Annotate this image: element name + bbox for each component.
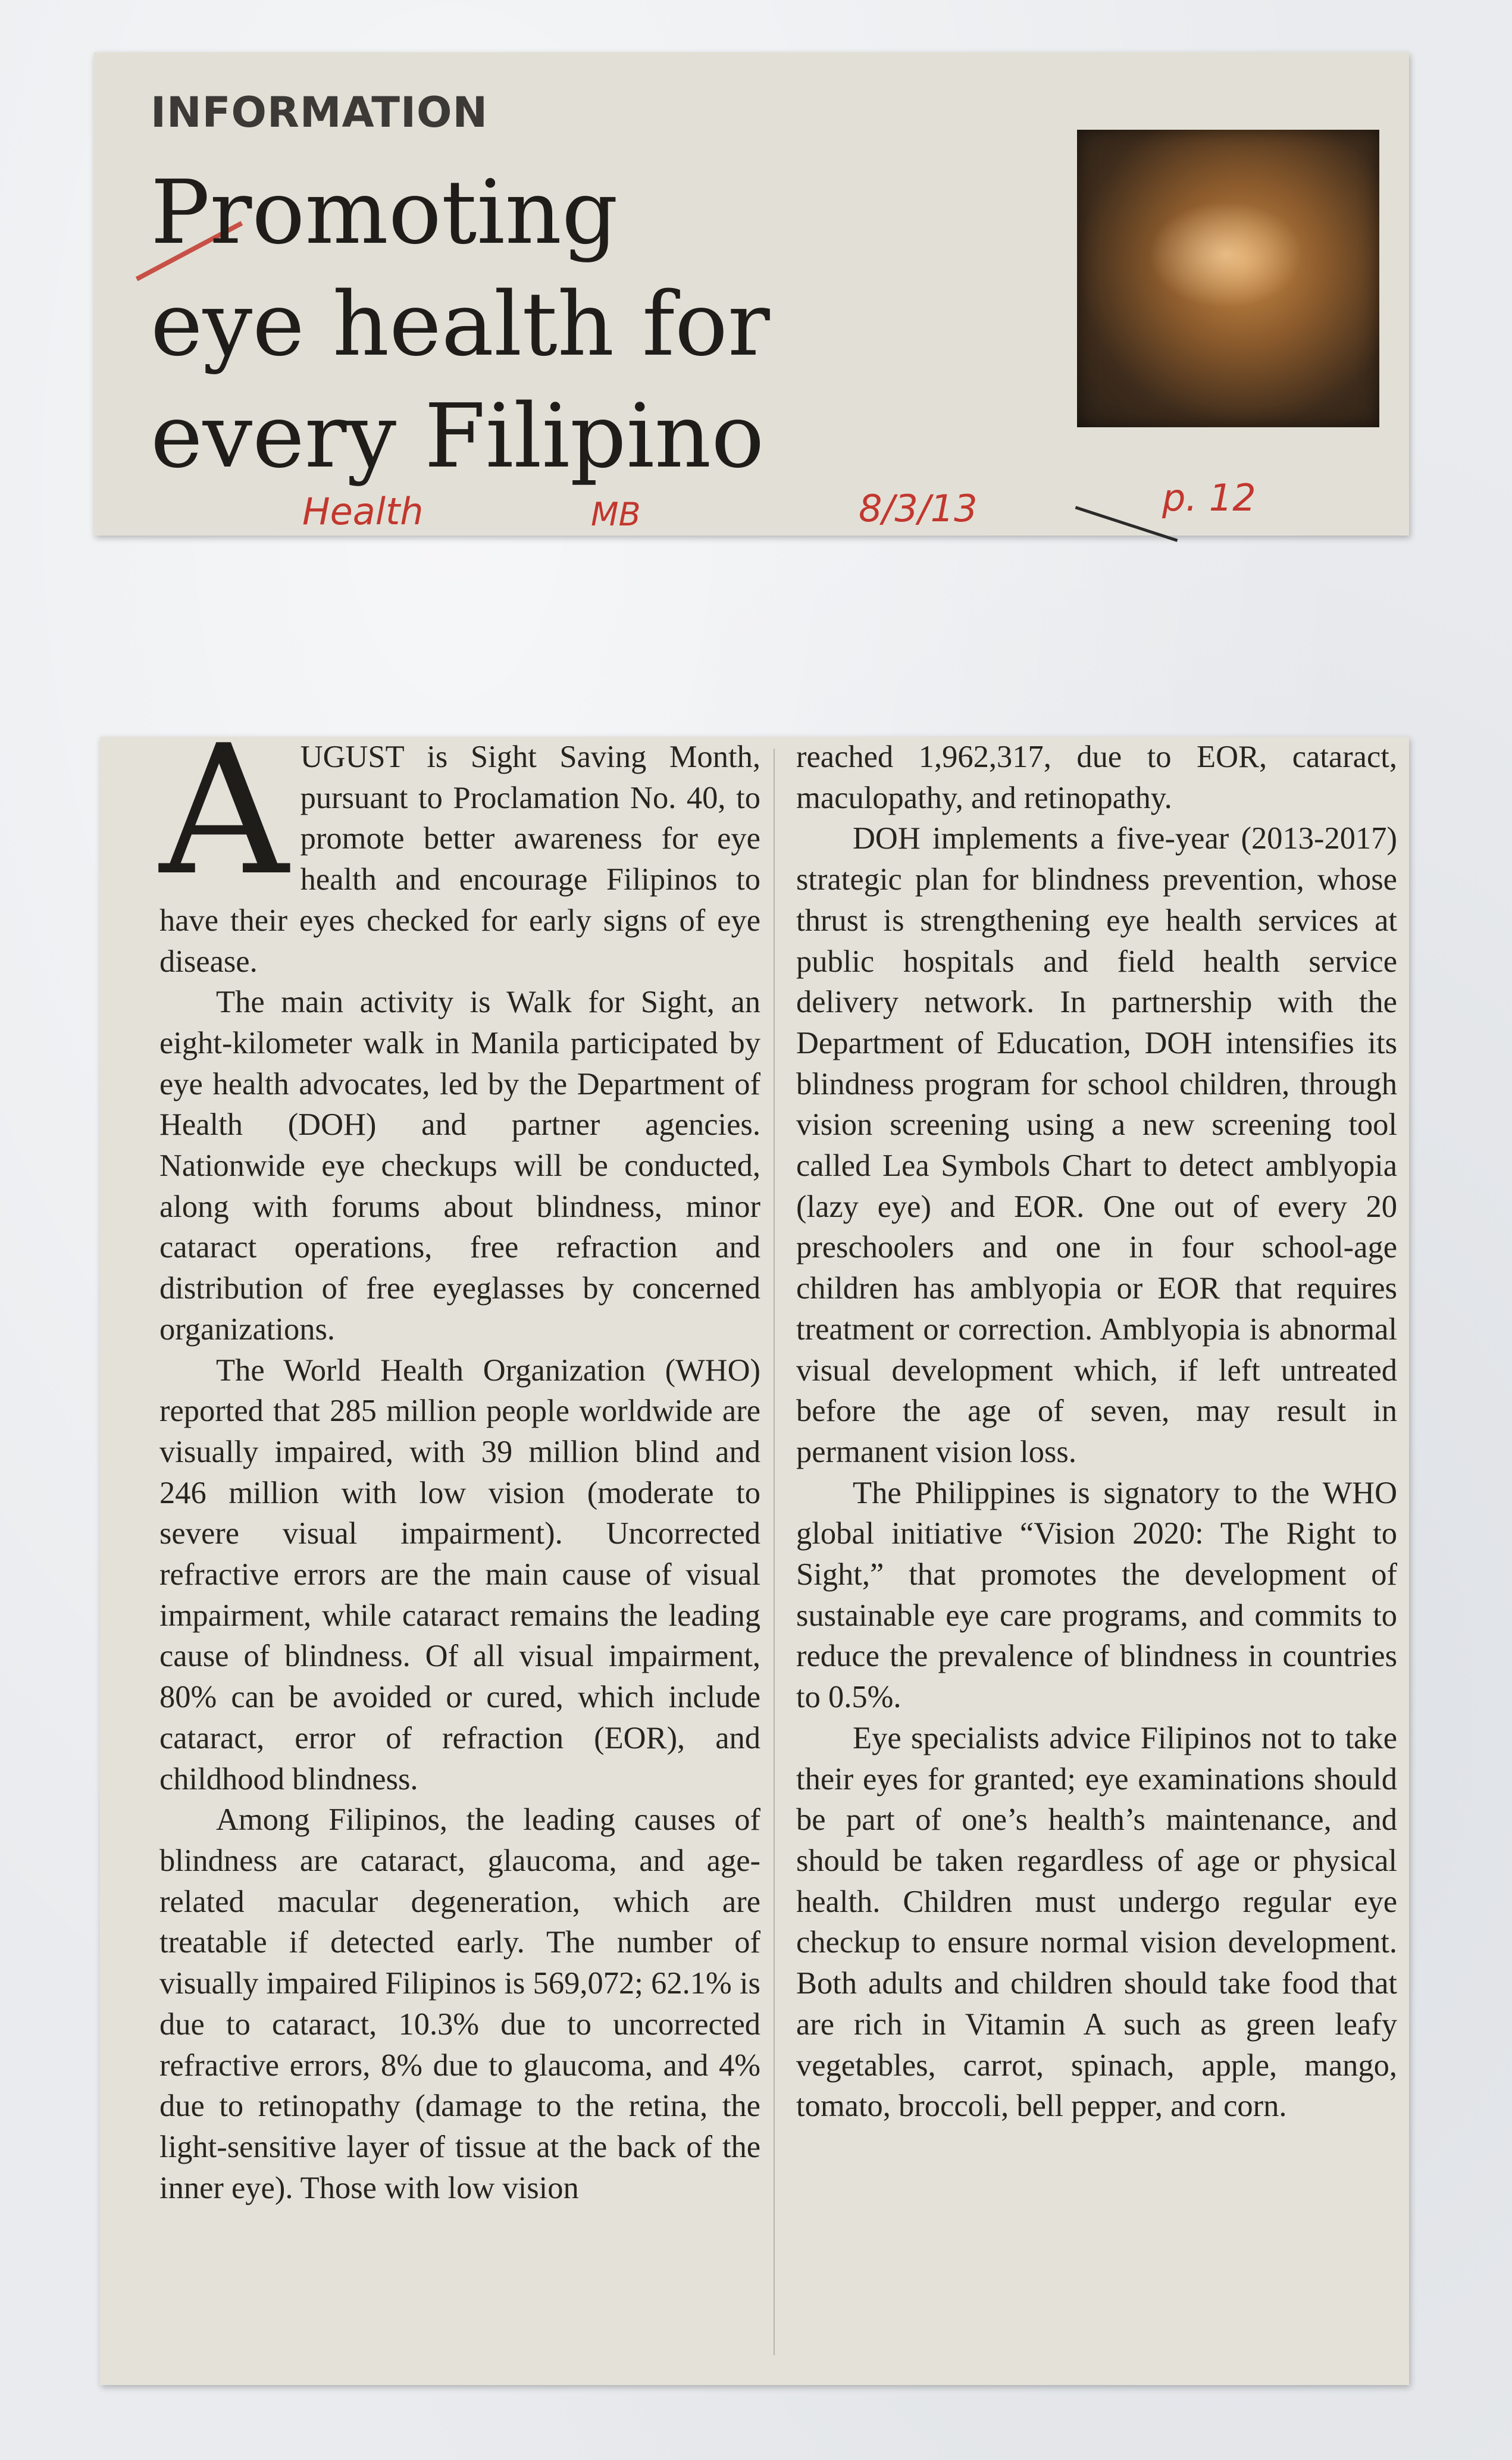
- article-paragraph-4: Among Filipinos, the leading causes of blindness are cataract, glaucoma, and age-related macular degeneration, which are treatable if detected early. The number of visually impaired Filipinos is 569,072; 62.1% is due to cataract, 10.3% due to uncorrected refractive errors, 8% due to glaucoma, and 4% due to retinopathy (damage to the retina, the light-sensitive layer of tissue at the back of the inner eye). Those with low vision: [159, 1802, 760, 2205]
- handwritten-source: MB: [591, 496, 641, 533]
- header-clipping: [94, 52, 1409, 536]
- article-paragraph-3: The World Health Organization (WHO) reported that 285 million people worldwide are visually impaired, with 39 million blind and 246 million with low vision (moderate to severe visual impairment). Uncorrected refractive errors are the main cause of visual impairment, while cataract remains the leading cause of blindness. Of all visual impairment, 80% can be avoided or cured, which include cataract, error of refraction (EOR), and childhood blindness.: [159, 1353, 760, 1797]
- handwritten-date: 8/3/13: [859, 487, 978, 530]
- handwritten-category: Health: [302, 490, 424, 533]
- headline: [151, 157, 1043, 492]
- photo-highlight: [1148, 201, 1303, 308]
- article-paragraph-4-continued: reached 1,962,317, due to EOR, cataract, maculopathy, and retinopathy.: [796, 740, 1397, 815]
- article-column-right: [796, 737, 1397, 2127]
- article-paragraph-1: AUGUST is Sight Saving Month, pursuant to Proclamation No. 40, to promote better awareness for eye health and encourage Filipinos to have their eyes checked for early signs of eye disease.: [159, 707, 760, 979]
- headline-line-2: eye health for: [151, 273, 770, 375]
- drop-cap: A: [159, 707, 289, 915]
- article-paragraph-7: Eye specialists advice Filipinos not to take their eyes for granted; eye examinations should be part of one’s health’s maintenance, and should be taken regardless of age or physical health. Children must undergo regular eye checkup to ensure normal vision development. Both adults and children should take food that are rich in Vitamin A such as green leafy vegetables, carrot, spinach, apple, mango, tomato, broccoli, bell pepper, and corn.: [796, 1720, 1397, 2124]
- article-column-left: [159, 707, 760, 2208]
- article-paragraph-2: The main activity is Walk for Sight, an eight-kilometer walk in Manila participated by eye health advocates, led by the Department of Health (DOH) and partner agencies. Nationwide eye checkups will be conducted, along with forums about blindness, minor cataract operations, free refraction and distribution of free eyeglasses by concerned organizations.: [159, 985, 760, 1347]
- headline-line-1: Promoting: [151, 161, 618, 264]
- article-paragraph-6: The Philippines is signatory to the WHO global initiative “Vision 2020: The Right to Sight,” that promotes the development of sustainable eye care programs, and commits to reduce the prevalence of blindness in countries to 0.5%.: [796, 1475, 1397, 1715]
- article-clipping: [100, 707, 1409, 2385]
- handwritten-page: p. 12: [1162, 476, 1256, 519]
- article-photo: [1077, 130, 1379, 427]
- article-paragraph-5: DOH implements a five-year (2013-2017) strategic plan for blindness prevention, whose thrust is strengthening eye health services at public hospitals and field health service delivery network. In partnership with the Department of Education, DOH intensifies its blindness program for school children, through vision screening using a new screening tool called Lea Symbols Chart to detect amblyopia (lazy eye) and EOR. One out of every 20 preschoolers and one in four school-age children has amblyopia or EOR that requires treatment or correction. Amblyopia is abnormal visual development which, if left untreated before the age of seven, may result in permanent vision loss.: [796, 821, 1397, 1469]
- headline-line-3: every Filipino: [151, 385, 765, 487]
- column-divider: [774, 749, 775, 2355]
- section-label: INFORMATION: [151, 88, 489, 137]
